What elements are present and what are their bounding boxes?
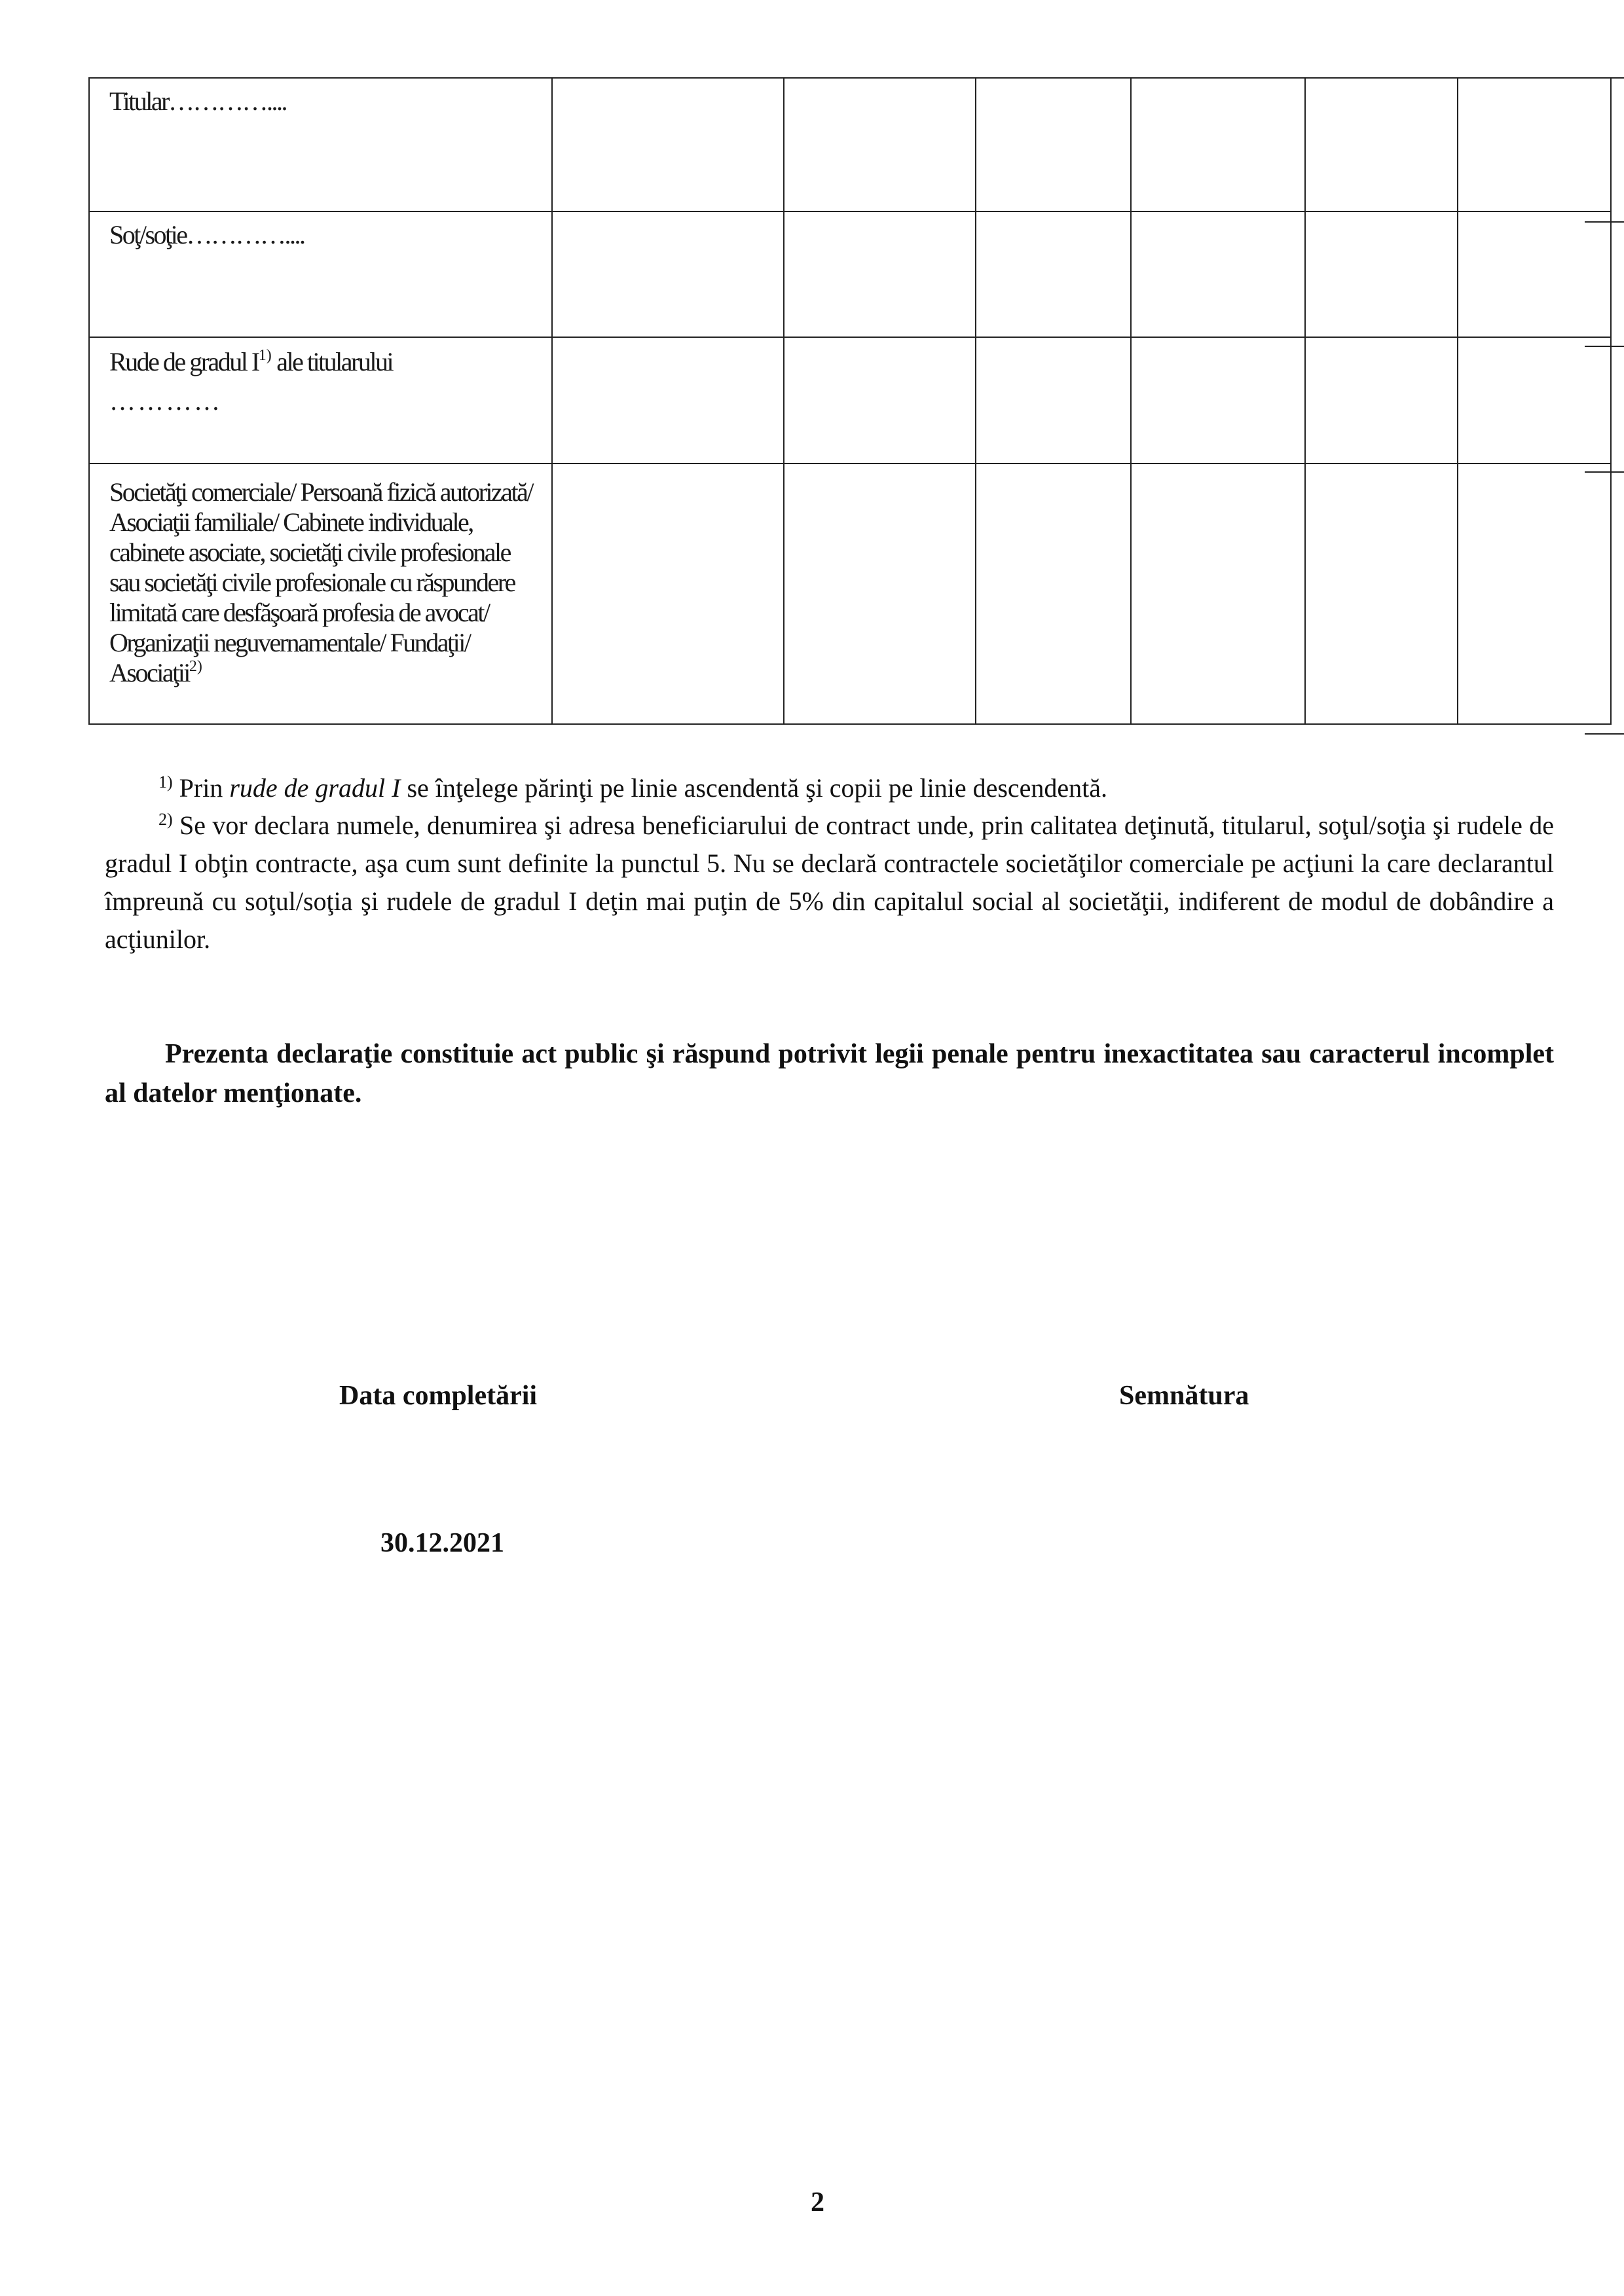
row-label-relatives: Rude de gradul $I^{1)}$ ale titularului ………… <box>89 337 552 464</box>
table-cell <box>552 464 784 724</box>
table-row-relatives <box>89 337 1611 464</box>
table-cell <box>784 464 976 724</box>
table-cell <box>1131 337 1305 464</box>
row-separator <box>1585 733 1624 735</box>
table-cell <box>976 337 1131 464</box>
table-cell <box>552 78 784 211</box>
table-cell <box>1458 464 1611 724</box>
footnote-2: $^{2)}$ Se vor declara numele, denumirea şi adresa beneficiarului de contract unde, prin calitatea deţinută, titularul, soţul/soţia şi rudele de gradul I obţin contracte, aşa cum sunt definite la punctul 5. Nu se declară contractele societăţilor comerciale pe acţiuni la care declarantul împreună cu soţul/soţia şi rudele de gradul I deţin mai puţin de 5% din capitalul social al societăţii, indiferent de modul de dobândire a acţiunilor. <box>105 810 1554 954</box>
table-cell <box>1458 78 1611 211</box>
footnote-1: $^{1)}$ Prin rude de gradul I se înţelege părinţi pe linie ascendentă şi copii pe linie descendentă. <box>158 773 1108 803</box>
table-cell <box>1305 211 1458 337</box>
table-cell <box>976 78 1131 211</box>
row-separator <box>1585 221 1624 223</box>
row-separator <box>1585 346 1624 347</box>
table-cell <box>976 464 1131 724</box>
table-cell <box>784 78 976 211</box>
table-cell <box>784 337 976 464</box>
contracts-table <box>88 77 1612 725</box>
row-separator <box>1585 471 1624 473</box>
date-label: Data completării <box>339 1381 538 1411</box>
signature-label: Semnătura <box>1119 1381 1249 1411</box>
table-row-titular <box>89 78 1611 211</box>
table-cell <box>976 211 1131 337</box>
row-separator <box>1585 77 1624 79</box>
table-cell <box>552 211 784 337</box>
table-cell <box>1305 464 1458 724</box>
table-cell <box>1305 337 1458 464</box>
page-number: 2 <box>811 2187 824 2217</box>
table-cell <box>1458 211 1611 337</box>
date-value: 30.12.2021 <box>380 1528 504 1558</box>
table-cell <box>1131 78 1305 211</box>
table-cell <box>1131 464 1305 724</box>
table-cell <box>1131 211 1305 337</box>
table-cell <box>1458 337 1611 464</box>
table-cell <box>1305 78 1458 211</box>
row-label-spouse: Soţ/soţie………….... <box>89 211 552 337</box>
table-cell <box>784 211 976 337</box>
row-label-companies: Societăţi comerciale/ Persoană fizică autorizată/ Asociaţii familiale/ Cabinete individuale, cabinete asociate, societăţi civile profesionale sau societăţi civile profesionale cu răspundere limitată care desfăşoară profesia de avocat/ Organizaţii neguvernamentale/ Fundaţii/ Asociaţii$^{2)}$ <box>89 464 552 724</box>
declaration-statement: Prezenta declaraţie constituie act public şi răspund potrivit legii penale pentru inexactitatea sau caracterul incomplet al datelor menţionate. <box>105 1039 1554 1108</box>
table-row-companies <box>89 464 1611 724</box>
row-label-titular: Titular………….... <box>89 78 552 211</box>
table-cell <box>552 337 784 464</box>
table-row-spouse <box>89 211 1611 337</box>
